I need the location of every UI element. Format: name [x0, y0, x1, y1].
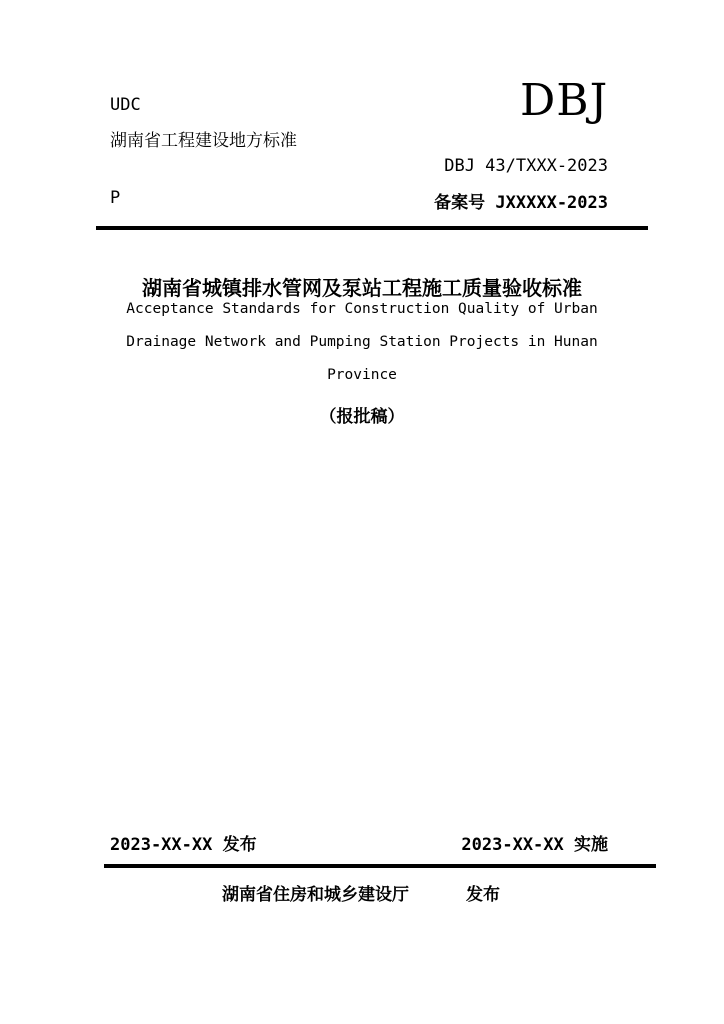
title-english-line-2: Drainage Network and Pumping Station Projects in Hunan: [126, 334, 598, 350]
issuer-name: 湖南省住房和城乡建设厅: [222, 885, 409, 905]
issue-date: 2023-XX-XX 发布: [110, 835, 257, 855]
draft-label: （报批稿）: [319, 407, 405, 427]
standard-number: DBJ 43/TXXX-2023: [444, 156, 608, 176]
effective-date: 2023-XX-XX 实施: [461, 835, 608, 855]
dbj-logo: DBJ: [520, 75, 609, 126]
category-label: P: [110, 188, 121, 208]
udc-label: UDC: [110, 95, 141, 115]
bottom-divider: [104, 864, 656, 868]
title-chinese: 湖南省城镇排水管网及泵站工程施工质量验收标准: [142, 276, 582, 300]
title-english-line-3: Province: [327, 367, 397, 383]
title-english-line-1: Acceptance Standards for Construction Quality of Urban: [126, 301, 598, 317]
local-standard-label: 湖南省工程建设地方标准: [110, 131, 297, 151]
issue-word: 发布: [466, 885, 500, 905]
record-number: 备案号 JXXXXX-2023: [434, 193, 608, 213]
top-divider: [96, 226, 648, 230]
